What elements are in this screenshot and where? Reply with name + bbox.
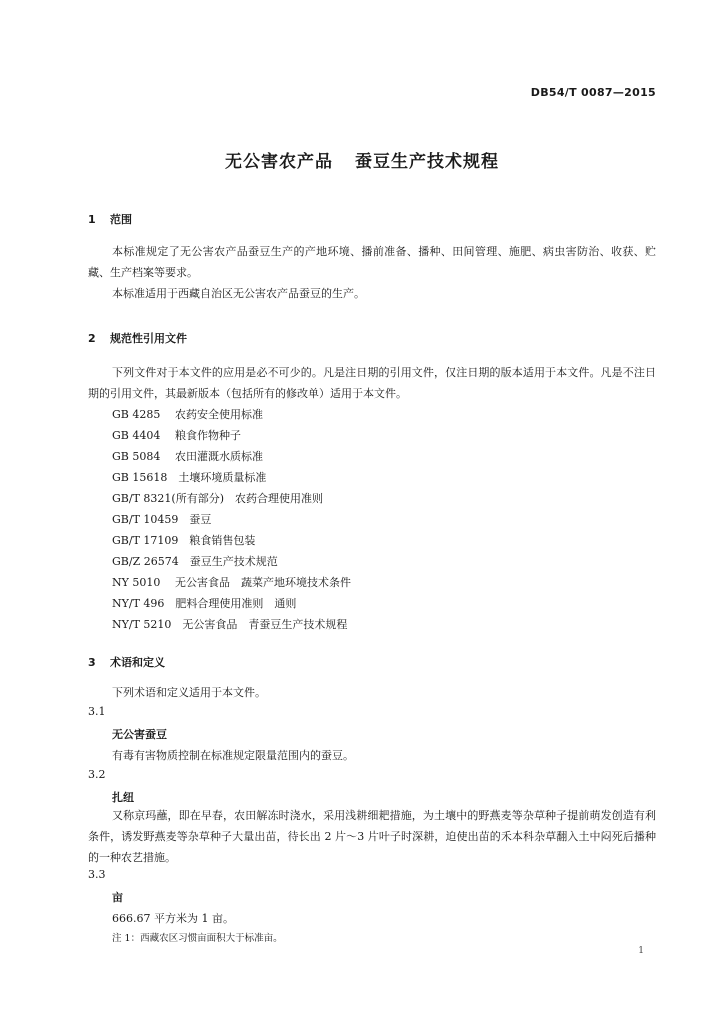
section-1-heading — [88, 211, 132, 227]
term-2-number: 3.2 — [88, 768, 106, 781]
term-1-number: 3.1 — [88, 705, 106, 718]
document-title — [0, 147, 724, 172]
section-3-title: 术语和定义 — [110, 656, 165, 669]
term-2-name: 扎纽 — [112, 791, 134, 804]
reference-item: NY/T 496 肥料合理使用准则 通则 — [112, 597, 297, 610]
section-3-number: 3 — [88, 656, 96, 669]
term-3-definition: 666.67 平方米为 1 亩。 — [112, 912, 234, 925]
section-2-heading — [88, 330, 187, 346]
reference-item: GB 4285 农药安全使用标准 — [112, 408, 263, 421]
reference-item: GB/T 10459 蚕豆 — [112, 513, 212, 526]
term-1-definition: 有毒有害物质控制在标准规定限量范围内的蚕豆。 — [112, 749, 354, 762]
reference-item: GB/Z 26574 蚕豆生产技术规范 — [112, 555, 278, 568]
section-1-title: 范围 — [110, 213, 132, 226]
document-code: DB54/T 0087—2015 — [530, 86, 656, 99]
section-1-paragraph-1: 本标准规定了无公害农产品蚕豆生产的产地环境、播前准备、播种、田间管理、施肥、病虫害防治、收获、贮藏、生产档案等要求。 — [88, 245, 656, 279]
reference-item: GB/T 17109 粮食销售包装 — [112, 534, 256, 547]
term-2-definition: 又称京玛蘸，即在早春，农田解冻时浇水，采用浅耕细耙措施，为土壤中的野燕麦等杂草种子提前萌发创造有利条件，诱发野燕麦等杂草种子大量出苗，待长出 2 片～3 片叶子时深耕，迫使出苗的禾本科杂草翻入土中闷死后播种的一种农艺措施。 — [88, 809, 656, 864]
section-1-paragraph-2: 本标准适用于西藏自治区无公害农产品蚕豆的生产。 — [112, 287, 365, 300]
title-right: 蚕豆生产技术规程 — [355, 152, 499, 172]
section-3-heading — [88, 654, 165, 670]
term-3-number: 3.3 — [88, 868, 106, 881]
reference-item: NY/T 5210 无公害食品 青蚕豆生产技术规程 — [112, 618, 348, 631]
reference-item: GB/T 8321(所有部分) 农药合理使用准则 — [112, 492, 323, 505]
section-2-paragraph-1: 下列文件对于本文件的应用是必不可少的。凡是注日期的引用文件，仅注日期的版本适用于本文件。凡是不注日期的引用文件，其最新版本（包括所有的修改单）适用于本文件。 — [88, 366, 656, 400]
term-3-name: 亩 — [112, 891, 123, 904]
reference-item: GB 15618 土壤环境质量标准 — [112, 471, 267, 484]
reference-item: GB 4404 粮食作物种子 — [112, 429, 241, 442]
section-2-number: 2 — [88, 332, 96, 345]
section-3-intro: 下列术语和定义适用于本文件。 — [112, 686, 266, 699]
term-1-name: 无公害蚕豆 — [112, 728, 167, 741]
reference-item: GB 5084 农田灌溉水质标准 — [112, 450, 263, 463]
section-2-title: 规范性引用文件 — [110, 332, 187, 345]
title-left: 无公害农产品 — [225, 152, 333, 172]
reference-item: NY 5010 无公害食品 蔬菜产地环境技术条件 — [112, 576, 351, 589]
term-3-note: 注 1：西藏农区习惯亩面积大于标准亩。 — [112, 933, 283, 944]
page-number: 1 — [638, 946, 644, 956]
section-1-number: 1 — [88, 213, 96, 226]
